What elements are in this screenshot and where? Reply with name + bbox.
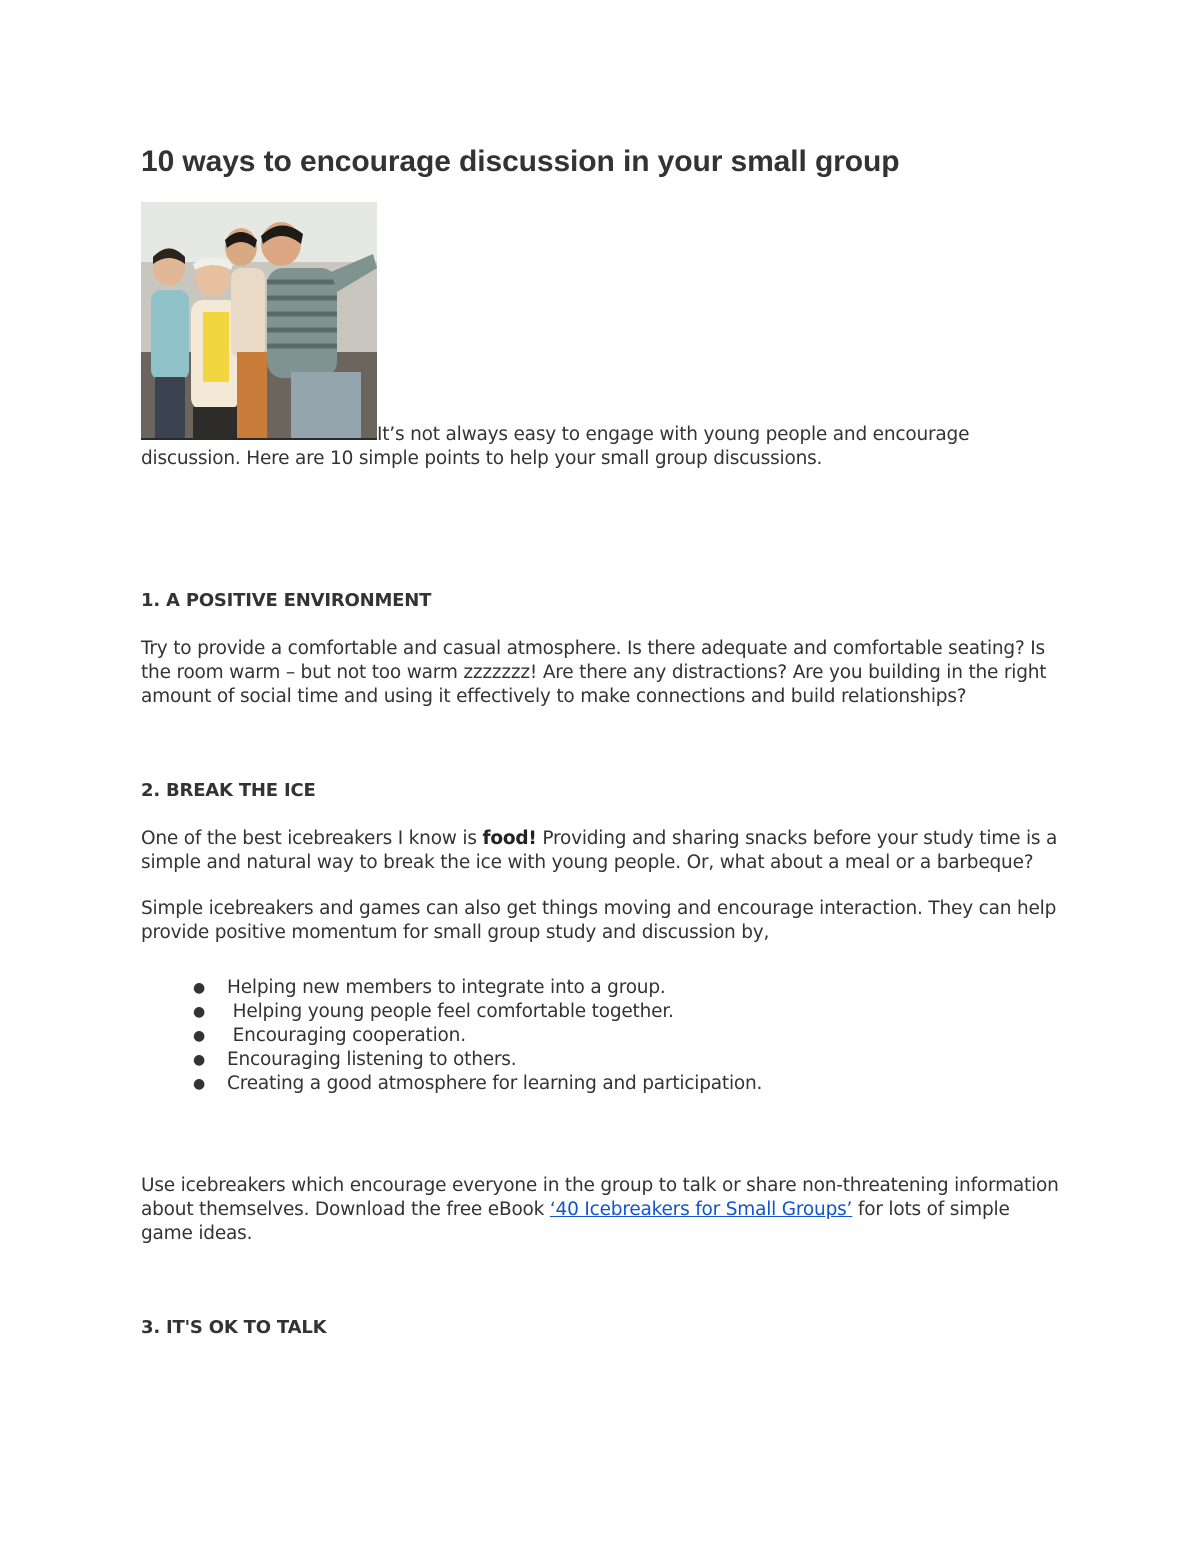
section-2-p3-after: for lots of simple game ideas. [141,1199,1010,1244]
list-item-text: Creating a good atmosphere for learning and participation. [227,1073,763,1094]
section-1-paragraph: Try to provide a comfortable and casual atmosphere. Is there adequate and comfortable seating? Is the room warm – but not too warm zzzzzzz! Are there any distractions? Are you building in the right amount of social time and using it effectively to make connections and build relationships? [141,638,1047,707]
intro-block [141,202,1061,471]
group-photo [141,202,377,440]
intro-text: It’s not always easy to engage with young people and encourage discussion. Here are 10 simple points to help your small group discussions. [141,424,970,469]
list-item [141,1048,1061,1072]
list-item [141,976,1061,1000]
section-heading-1: 1. A POSITIVE ENVIRONMENT [141,590,432,611]
list-item [141,1024,1061,1048]
bullet-icon: ● [193,1004,206,1020]
bullet-icon: ● [193,1052,206,1068]
section-2-paragraph-2: Simple icebreakers and games can also get things moving and encourage interaction. They can help provide positive momentum for small group study and discussion by, [141,898,1057,943]
section-2-p1-after: Providing and sharing snacks before your study time is a simple and natural way to break the ice with young people. Or, what about a meal or a barbeque? [141,828,1058,873]
section-2-paragraph-3 [141,1174,1061,1246]
list-item-text: Helping young people feel comfortable together. [227,1001,674,1022]
icebreaker-benefits-list [141,976,1061,1096]
list-item [141,1000,1061,1024]
section-2-p1-before: One of the best icebreakers I know is [141,828,483,849]
section-2-paragraph-1 [141,827,1061,875]
page-title: 10 ways to encourage discussion in your small group [141,145,900,178]
bullet-icon: ● [193,1076,206,1092]
group-photo-illustration [141,202,377,438]
list-item [141,1072,1061,1096]
section-heading-2: 2. BREAK THE ICE [141,780,316,801]
section-heading-3: 3. IT'S OK TO TALK [141,1317,327,1338]
bullet-icon: ● [193,980,206,996]
icebreakers-ebook-link[interactable]: ‘40 Icebreakers for Small Groups’ [549,1199,853,1220]
bullet-icon: ● [193,1028,206,1044]
section-2-p1-bold: food! [482,828,537,849]
section-2-p3-before: Use icebreakers which encourage everyone in the group to talk or share non-threatening information about themselves. Download the free eBook [141,1175,1059,1220]
list-item-text: Encouraging listening to others. [227,1049,517,1070]
document-page [141,140,1061,1340]
list-item-text: Encouraging cooperation. [227,1025,466,1046]
list-item-text: Helping new members to integrate into a group. [227,977,666,998]
